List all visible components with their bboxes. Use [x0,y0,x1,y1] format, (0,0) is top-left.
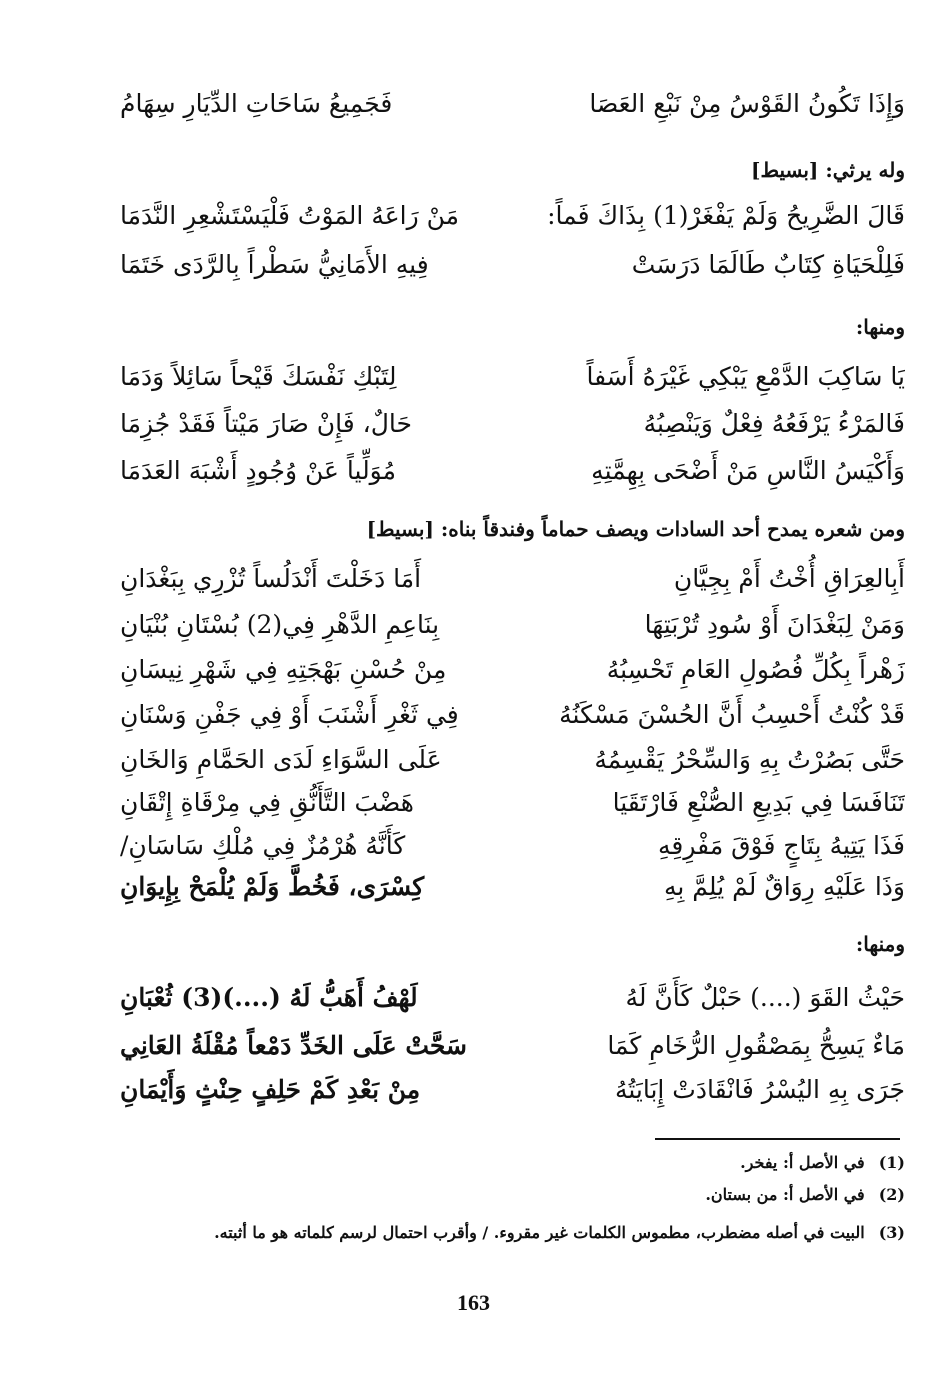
verse-second-hemistich: مِنْ حُسْنِ بَهْجَتِهِ فِي شَهْرِ نِيسَانِ [120,655,447,684]
verse-first-hemistich: قَالَ الضَّرِيحُ وَلَمْ يَفْغَرْ(1) بِذَاكَ فَماً: [547,201,905,230]
verse-row [120,446,905,496]
verse-row [120,399,905,449]
verse-row [120,1021,905,1071]
verse-first-hemistich: تَنَافَسَا فِي بَدِيعِ الصُّنْعِ فَارْتَقَيَا [612,788,905,817]
verse-first-hemistich: قَدْ كُنْتُ أَحْسِبُ أَنَّ الحُسْنَ مَسْكَنُهُ [559,700,905,729]
section-heading: ومن شعره يمدح أحد السادات ويصف حماماً وفندقاً بناه: [بسيط] [366,517,905,541]
verse-first-hemistich: أَبِالعِرَاقِ أُخْتُ أَمْ بِجِيَّانِ [673,564,905,593]
verse-second-hemistich: مِنْ بَعْدِ كَمْ حَلِفٍ حِنْثٍ وَأَيْمَانِ [120,1075,421,1104]
verse-row [120,240,905,290]
footnote-number: (1) [878,1153,905,1172]
footnote-text: البيت في أصله مضطرب، مطموس الكلمات غير مقروء. / وأقرب احتمال لرسم كلماته هو ما أثبته. [214,1223,865,1242]
verse-first-hemistich: وَأَكْيَسُ النَّاسِ مَنْ أَضْحَى بِهِمَّتِهِ [591,456,905,485]
verse-row [120,79,905,129]
verse-second-hemistich: بِنَاعِمِ الدَّهْرِ فِي(2) بُسْتَانِ بُنْيَانِ [120,610,440,639]
verse-row [120,600,905,650]
verse-first-hemistich: وَمَنْ لِبَغْدَانَ أَوْ سُودِ تُرْبَتِهَا [644,610,905,639]
verse-second-hemistich: لَهْفُ أَهَبُّ لَهُ (....)(3) ثُعْبَانِ [120,983,418,1012]
verse-first-hemistich: جَرَى بِهِ اليُسْرُ فَانْقَادَتْ إِبَايَتُهُ [614,1075,905,1104]
verse-second-hemistich: أَمَا دَخَلْتَ أَنْدَلُساً تُزْرِي بِبَغْدَانِ [120,564,422,593]
footnote-separator [655,1138,900,1140]
footnote-text: في الأصل أ: من بستان. [705,1185,865,1204]
verse-second-hemistich: مَنْ رَاعَهُ المَوْتُ فَلْيَسْتَشْعِرِ النَّدَمَا [120,201,460,230]
verse-first-hemistich: وَذَا عَلَيْهِ رِوَاقٌ لَمْ يُلِمَّ بِهِ [663,872,905,901]
footnote [105,1220,905,1246]
verse-row [120,645,905,695]
verse-first-hemistich: فَلِلْحَيَاةِ كِتَابٌ طَالَمَا دَرَسَتْ [631,250,905,279]
verse-row [120,191,905,241]
section-heading: ومنها: [855,932,905,956]
verse-second-hemistich: كَأَنَّهُ هُرْمُزٌ فِي مُلْكِ سَاسَانِ/ [120,831,406,860]
verse-row [120,973,905,1023]
verse-second-hemistich: هَضْبَ التَّأَنُّقِ فِي مِرْقَاةِ إِتْقَانِ [120,788,414,817]
verse-second-hemistich: كِسْرَى، فَخُطَّ وَلَمْ يُلْمَحْ بِإِيوَانِ [120,872,425,901]
footnote-text: في الأصل أ: يفخر. [740,1153,865,1172]
verse-first-hemistich: زَهْراً بِكُلِّ فُصُولِ العَامِ تَحْسِبُهُ [606,655,905,684]
page-number: 163 [457,1290,490,1315]
verse-row [120,352,905,402]
verse-first-hemistich: فَذَا يَتِيهُ بِتَاجٍ فَوْقَ مَفْرِقِهِ [658,831,905,860]
verse-second-hemistich: مُوَلِّياً عَنْ وُجُودٍ أَشْبَهَ العَدَمَا [120,456,396,485]
verse-second-hemistich: فَجَمِيعُ سَاحَاتِ الدِّيَارِ سِهَامُ [120,89,393,118]
verse-row [120,690,905,740]
verse-row [120,862,905,912]
verse-second-hemistich: لِتَبْكِ نَفْسَكَ قَيْحاً سَائِلاً وَدَمَا [120,362,397,391]
verse-first-hemistich: وَإِذَا تَكُونُ القَوْسُ مِنْ نَبْعِ العَصَا [589,89,905,118]
verse-first-hemistich: حَتَّى بَصُرْتُ بِهِ وَالسِّحْرُ يَقْسِمُهُ [594,745,905,774]
verse-row [120,554,905,604]
verse-second-hemistich: سَحَّتْ عَلَى الخَدِّ دَمْعاً مُقْلَةُ العَانِي [120,1031,467,1060]
verse-row [120,1065,905,1115]
verse-second-hemistich: حَالٌ، فَإِنْ صَارَ مَيْتاً فَقَدْ جُزِمَا [120,409,412,438]
verse-second-hemistich: عَلَى السَّوَاءِ لَدَى الحَمَّامِ وَالخَانِ [120,745,442,774]
verse-first-hemistich: مَاءٌ يَسِحُّ بِمَصْقُولِ الرُّخَامِ كَمَا [607,1031,905,1060]
footnote-number: (2) [878,1185,905,1204]
verse-first-hemistich: يَا سَاكِبَ الدَّمْعِ يَبْكِي غَيْرَهُ أَسَفاً [586,362,905,391]
verse-first-hemistich: حَيْثُ القَوَ (....) حَبْلٌ كَأَنَّ لَهُ [625,983,905,1012]
footnote-number: (3) [878,1223,905,1242]
verse-first-hemistich: فَالمَرْءُ يَرْفَعُهُ فِعْلٌ وَيَنْصِبُهُ [643,409,905,438]
section-heading: وله يرثي: [بسيط] [751,158,905,182]
verse-second-hemistich: فِيهِ الأَمَانِيُّ سَطْراً بِالرَّدَى خَتَمَا [120,250,429,279]
footnote [105,1182,905,1208]
footnote [105,1150,905,1176]
section-heading: ومنها: [855,315,905,339]
verse-second-hemistich: فِي ثَغْرِ أَشْنَبَ أَوْ فِي جَفْنِ وَسْنَانِ [120,700,459,729]
